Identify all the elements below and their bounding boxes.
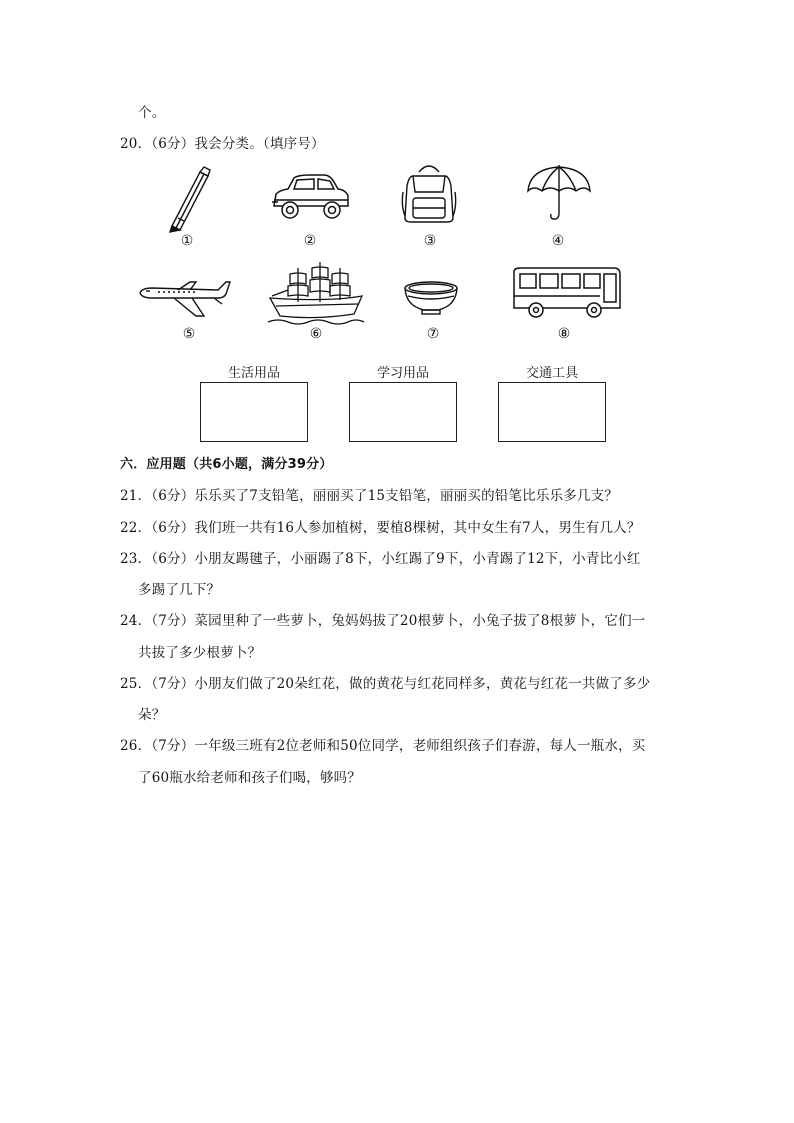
category-box-study[interactable] — [349, 382, 457, 442]
question-25-line-1: 25．（7分）小朋友们做了20朵红花，做的黄花与红花同样多，黄花与红花一共做了多少 — [120, 676, 651, 692]
car-icon — [270, 172, 352, 226]
bowl-icon — [402, 280, 460, 320]
airplane-icon — [138, 280, 232, 324]
item-number-5: ⑤ — [182, 326, 196, 342]
question-20-title: 20．（6分）我会分类。（填序号） — [120, 136, 325, 152]
question-26-line-2: 了60瓶水给老师和孩子们喝，够吗？ — [138, 770, 362, 786]
category-label-study: 学习用品 — [376, 366, 429, 381]
item-number-7: ⑦ — [426, 326, 440, 342]
bus-icon — [510, 266, 624, 326]
section-6-heading: 六．应用题（共6小题，满分39分） — [120, 457, 333, 472]
question-26-line-1: 26．（7分）一年级三班有2位老师和50位同学，老师组织孩子们春游，每人一瓶水，买 — [120, 738, 646, 754]
carry-over-text: 个。 — [138, 105, 166, 121]
category-label-transport: 交通工具 — [525, 366, 578, 381]
item-number-2: ② — [303, 233, 317, 249]
question-25-line-2: 朵？ — [138, 707, 166, 723]
item-number-3: ③ — [423, 233, 437, 249]
question-24-line-2: 共拔了多少根萝卜？ — [138, 645, 262, 661]
question-21: 21．（6分）乐乐买了7支铅笔，丽丽买了15支铅笔，丽丽买的铅笔比乐乐多几支？ — [120, 488, 619, 504]
sailing-ship-icon — [268, 260, 364, 330]
question-23-line-2: 多踢了几下？ — [138, 582, 221, 598]
category-box-transport[interactable] — [498, 382, 606, 442]
umbrella-icon — [526, 163, 592, 227]
item-number-8: ⑧ — [557, 326, 571, 342]
item-number-6: ⑥ — [309, 326, 323, 342]
category-label-daily: 生活用品 — [227, 366, 280, 381]
category-box-daily[interactable] — [200, 382, 308, 442]
question-24-line-1: 24．（7分）菜园里种了一些萝卜，兔妈妈拔了20根萝卜，小兔子拔了8根萝卜，它们一 — [120, 613, 646, 629]
question-22: 22．（6分）我们班一共有16人参加植树，要植8棵树，其中女生有7人，男生有几人？ — [120, 520, 641, 536]
item-number-1: ① — [180, 233, 194, 249]
backpack-icon — [401, 162, 457, 228]
pencil-icon — [166, 166, 212, 236]
item-number-4: ④ — [551, 233, 565, 249]
question-23-line-1: 23．（6分）小朋友踢毽子，小丽踢了8下，小红踢了9下，小青踢了12下，小青比小红 — [120, 551, 641, 567]
